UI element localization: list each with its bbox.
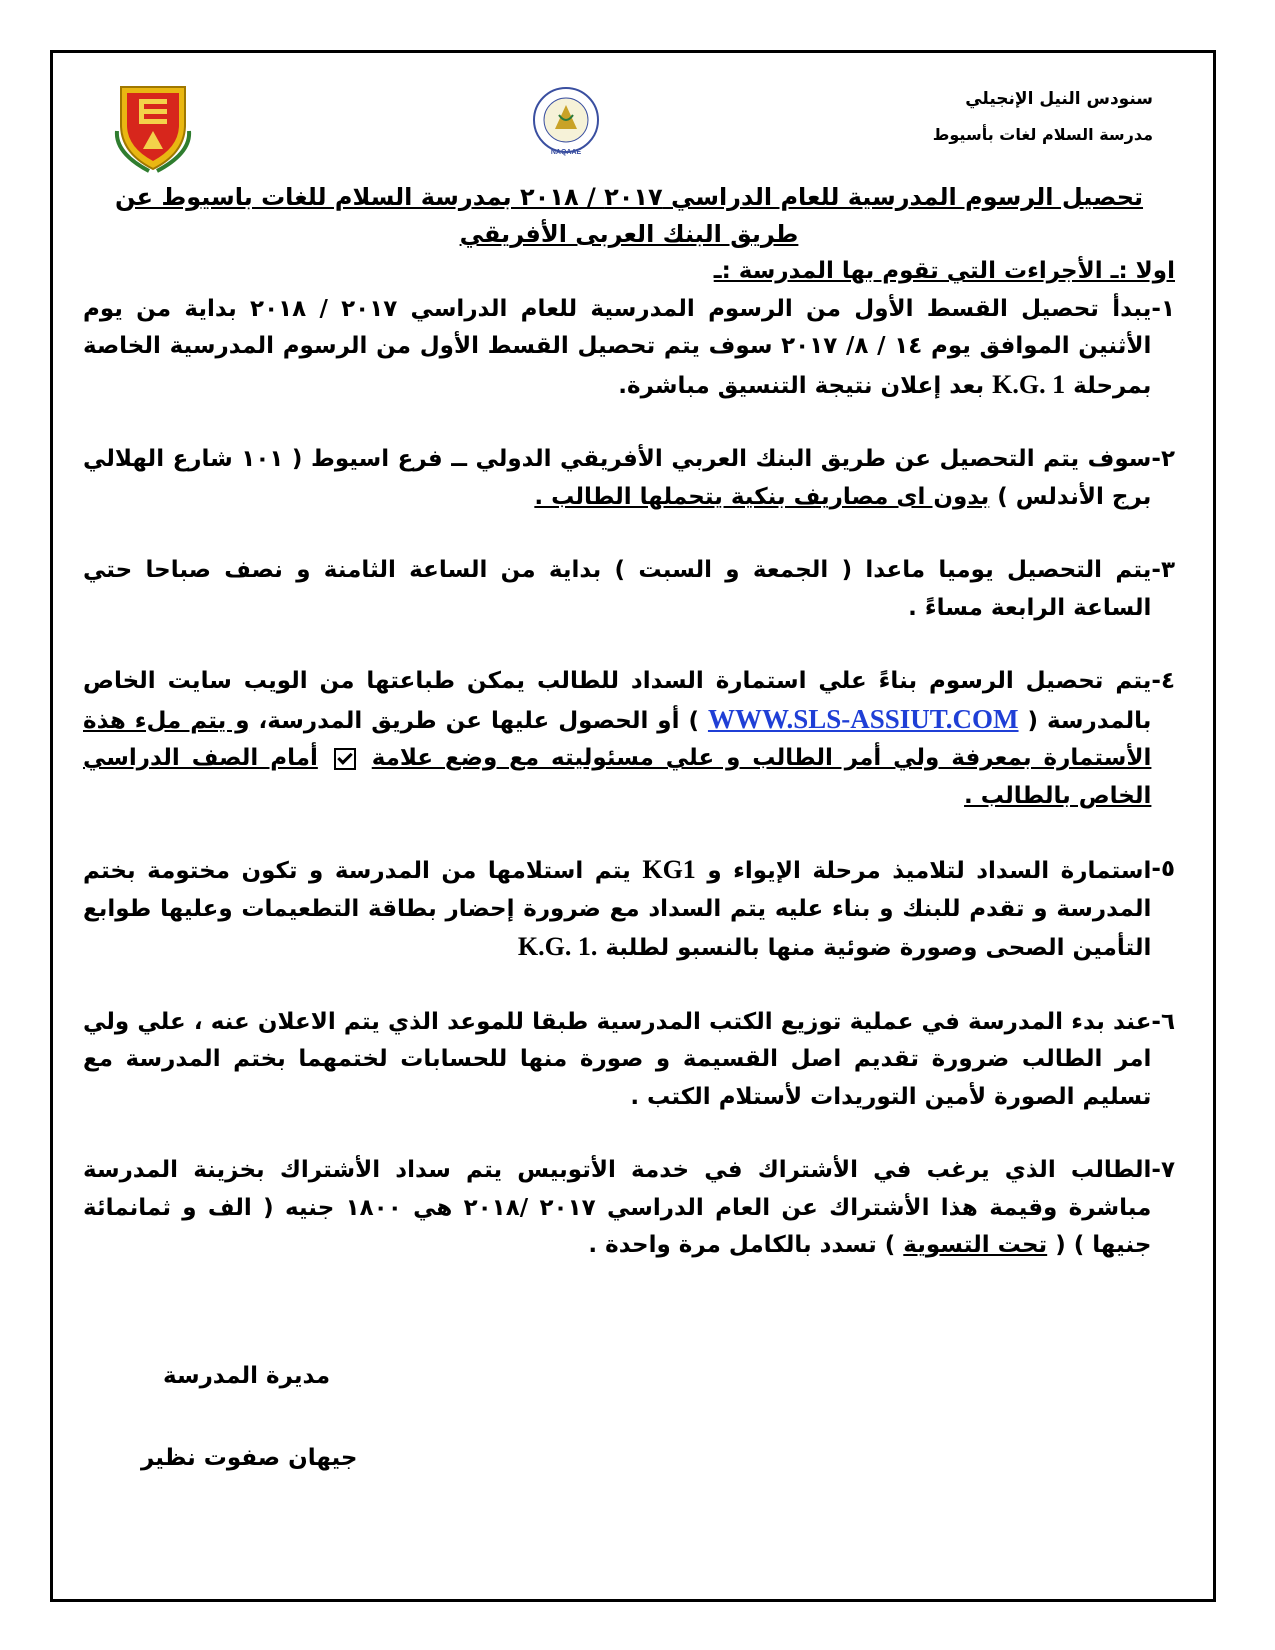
section-heading: اولا :ـ الأجراءت التي تقوم بها المدرسة :ـ	[713, 258, 1175, 284]
list-item-2	[83, 441, 1175, 516]
item-text: عند بدء المدرسة في عملية توزيع الكتب المدرسية طبقا للموعد الذي يتم الاعلان عنه ، علي ولي امر الطالب ضرورة تقديم اصل القسيمة و صورة منها للحسابات لختمهما بختم المدرسة مع تسليم الصورة لأمين التوريدات لأستلام الكتب .	[83, 1008, 1152, 1110]
list-item-6	[83, 1004, 1175, 1117]
stage-label: K.G. 1	[992, 369, 1066, 399]
accreditation-seal-logo	[531, 85, 601, 161]
item-text-continued: بعد إعلان نتيجة التنسيق مباشرة.	[618, 372, 985, 399]
stage-label: KG1	[642, 855, 696, 884]
item-text: يتم تحصيل الرسوم بناءً علي استمارة السداد للطالب يمكن طباعتها من الويب سايت الخاص بالمدرسة (	[83, 668, 1152, 734]
item-number: ٧-	[1151, 1157, 1175, 1183]
signature-role: مديرة المدرسة	[163, 1363, 331, 1389]
item-text: يتم التحصيل يوميا ماعدا ( الجمعة و السبت ) بداية من الساعة الثامنة و نصف صباحا حتي الساعة الرابعة مساءً .	[83, 557, 1152, 621]
item-number: ٤-	[1151, 668, 1175, 694]
item-text: استمارة السداد لتلاميذ مرحلة الإيواء و	[707, 858, 1152, 884]
stage-label-2: K.G. 1.	[517, 932, 598, 961]
list-item-1	[83, 291, 1175, 406]
item-text-underlined-end: أمام الصف الدراسي الخاص بالطالب .	[83, 745, 1152, 809]
list-item-4	[83, 663, 1175, 815]
list-item-7	[83, 1152, 1175, 1265]
synod-name: سنودس النيل الإنجيلي	[965, 89, 1153, 109]
list-item-3	[83, 552, 1175, 627]
checkbox-icon	[334, 748, 356, 770]
item-number: ١-	[1151, 295, 1175, 322]
signature-name: جيهان صفوت نظير	[141, 1445, 358, 1471]
list-item-5	[83, 851, 1175, 968]
item-text-underlined: بدون اى مصاريف بنكية يتحملها الطالب .	[534, 483, 990, 510]
item-text-underlined: تحت التسوية	[903, 1232, 1048, 1258]
school-crest-logo	[113, 81, 193, 177]
page-frame	[50, 50, 1216, 1602]
seal-text: NAQAAE	[550, 149, 582, 156]
item-text: سوف يتم التحصيل عن طريق البنك العربي الأفريقي الدولي ــ فرع اسيوط ( ١٠١ شارع الهلالي برج الأندلس )	[83, 446, 1152, 510]
item-text-continued: ) تسدد بالكامل مرة واحدة .	[588, 1232, 896, 1258]
item-text: يبدأ تحصيل القسط الأول من الرسوم المدرسية للعام الدراسي ٢٠١٧ / ٢٠١٨ بداية من يوم الأثنين الموافق يوم ١٤ / ٨/ ٢٠١٧ سوف يتم تحصيل القسط الأول من الرسوم المدرسية الخاصة بمرحلة	[83, 295, 1152, 399]
item-text-underlined: و يتم ملء هذة الأستمارة بمعرفة ولي أمر الطالب و علي مسئوليته مع وضع علامة	[83, 707, 1152, 771]
document-title: تحصيل الرسوم المدرسية للعام الدراسي ٢٠١٧ / ٢٠١٨ بمدرسة السلام للغات باسيوط عن طريق البنك العربى الأفريقي	[114, 183, 1144, 248]
item-number: ٣-	[1151, 557, 1175, 583]
item-number: ٦-	[1151, 1008, 1175, 1035]
item-text-continued: ) أو الحصول عليها عن طريق المدرسة،	[258, 707, 699, 734]
school-name: مدرسة السلام لغات بأسيوط	[932, 125, 1153, 144]
item-number: ٢-	[1151, 446, 1175, 472]
item-text-continued: يتم استلامها من المدرسة و تكون مختومة بختم المدرسة و تقدم للبنك و بناء عليه يتم السداد مع ضرورة إحضار بطاقة التطعيمات وعليها طوابع التأمين الصحى وصورة ضوئية منها بالنسبو لطلبة	[83, 858, 1152, 961]
school-name-block	[933, 81, 1153, 153]
item-number: ٥-	[1151, 856, 1175, 882]
item-text: الطالب الذي يرغب في الأشتراك في خدمة الأتوبيس يتم سداد الأشتراك بخزينة المدرسة مباشرة وقيمة هذا الأشتراك عن العام الدراسي ٢٠١٧ /٢٠١٨ هي ١٨٠٠ جنيه ( الف و ثمانمائة جنيها ) (	[83, 1157, 1152, 1258]
letterhead	[53, 53, 1213, 171]
school-website-link[interactable]: WWW.SLS-ASSIUT.COM	[707, 703, 1019, 734]
document-body	[83, 179, 1175, 1265]
